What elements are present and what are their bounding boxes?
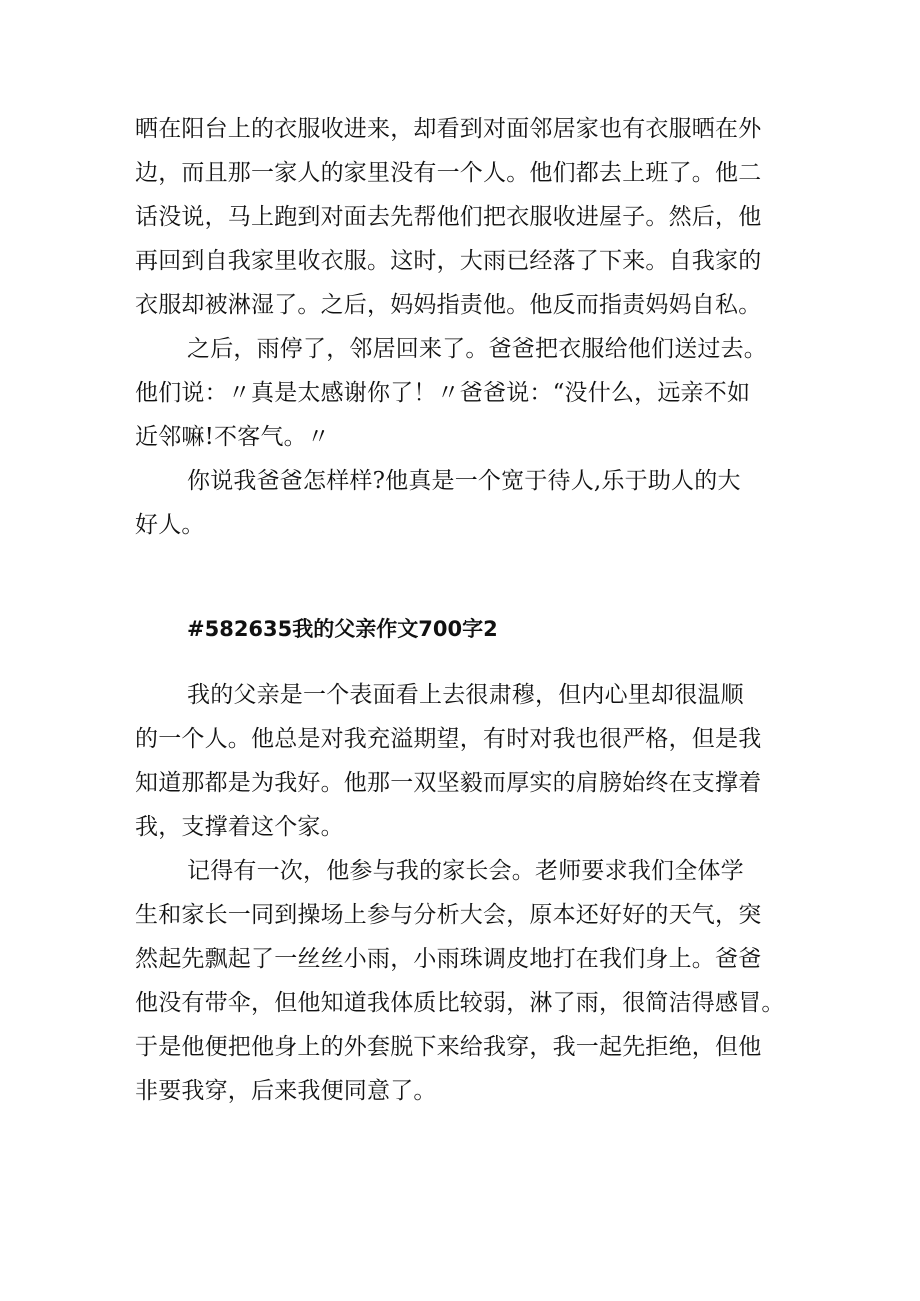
text-line: 然起先飘起了一丝丝小雨，小雨珠调皮地打在我们身上。爸爸: [135, 946, 762, 972]
text-line: 于是他便把他身上的外套脱下来给我穿，我一起先拒绝，但他: [135, 1034, 762, 1060]
paragraph-2: [135, 327, 790, 459]
section-spacer: [135, 547, 790, 607]
text-line: 你说我爸爸怎样样?他真是一个宽于待人,乐于助人的大: [187, 468, 741, 494]
text-line: 他们说：〃真是太感谢你了！〃爸爸说：“没什么，远亲不如: [135, 380, 751, 406]
section-spacer: [135, 651, 790, 673]
document-page: [135, 107, 790, 1113]
text-line: 好人。: [135, 512, 205, 538]
paragraph-3: [135, 459, 790, 547]
text-line: 我的父亲是一个表面看上去很肃穆，但内心里却很温顺: [187, 682, 744, 708]
text-line: 近邻嘛!不客气。〃: [135, 424, 331, 450]
text-line: 我，支撑着这个家。: [135, 814, 344, 840]
text-line: 晒在阳台上的衣服收进来，却看到对面邻居家也有衣服晒在外: [135, 116, 762, 142]
paragraph-5: [135, 849, 790, 1113]
text-line: 边，而且那一家人的家里没有一个人。他们都去上班了。他二: [135, 160, 762, 186]
text-line: 非要我穿，后来我便同意了。: [135, 1078, 437, 1104]
text-line: 之后，雨停了，邻居回来了。爸爸把衣服给他们送过去。: [187, 336, 767, 362]
text-line: 记得有一次，他参与我的家长会。老师要求我们全体学: [187, 858, 744, 884]
paragraph-1: [135, 107, 790, 327]
text-line: 话没说，马上跑到对面去先帮他们把衣服收进屋子。然后，他: [135, 204, 762, 230]
text-line: 衣服却被淋湿了。之后，妈妈指责他。他反而指责妈妈自私。: [135, 292, 762, 318]
text-line: 他没有带伞，但他知道我体质比较弱，淋了雨，很简洁得感冒。: [135, 990, 785, 1016]
text-line: 的一个人。他总是对我充溢期望，有时对我也很严格，但是我: [135, 726, 762, 752]
text-line: 生和家长一同到操场上参与分析大会，原本还好好的天气，突: [135, 902, 762, 928]
text-line: 知道那都是为我好。他那一双坚毅而厚实的肩膀始终在支撑着: [135, 770, 762, 796]
text-line: 再回到自我家里收衣服。这时，大雨已经落了下来。自我家的: [135, 248, 762, 274]
section-heading: #582635我的父亲作文700字2: [187, 617, 498, 641]
paragraph-4: [135, 673, 790, 849]
